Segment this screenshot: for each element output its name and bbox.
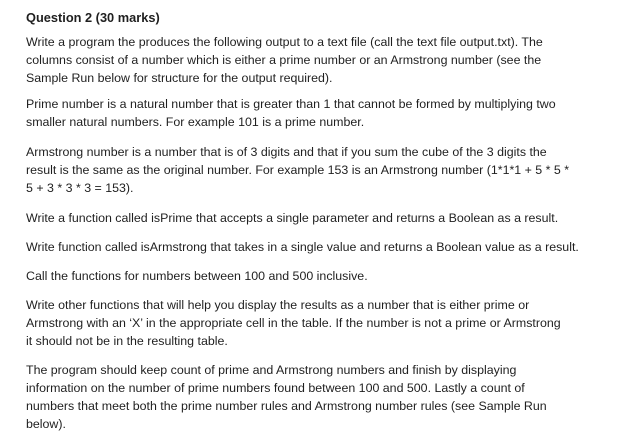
text-line: numbers that meet both the prime number rules and Armstrong number rules (see Sample Run xyxy=(26,399,547,413)
paragraph-isarmstrong-function xyxy=(26,238,616,256)
text-line: Sample Run below for structure for the output required). xyxy=(26,71,333,85)
text-line: 5 + 3 * 3 * 3 = 153). xyxy=(26,181,134,195)
text-line: Write function called isArmstrong that takes in a single value and returns a Boolean value as a result. xyxy=(26,240,579,254)
paragraph-display-functions xyxy=(26,296,616,350)
text-line: Call the functions for numbers between 100 and 500 inclusive. xyxy=(26,269,368,283)
text-line: Armstrong with an ‘X’ in the appropriate cell in the table. If the number is not a prime or Armstrong xyxy=(26,316,561,330)
text-line: Write a function called isPrime that accepts a single parameter and returns a Boolean as a result. xyxy=(26,211,559,225)
text-line: Write other functions that will help you display the results as a number that is either prime or xyxy=(26,298,530,312)
text-line: information on the number of prime numbers found between 100 and 500. Lastly a count of xyxy=(26,381,525,395)
document-page xyxy=(26,0,616,431)
paragraph-isprime-function xyxy=(26,209,616,227)
paragraph-task-overview xyxy=(26,33,616,87)
text-line: smaller natural numbers. For example 101 is a prime number. xyxy=(26,115,365,129)
paragraph-prime-definition xyxy=(26,95,616,131)
text-line: result is the same as the original number. For example 153 is an Armstrong number (1*1*1 + 5 * 5 * xyxy=(26,163,570,177)
paragraph-counting xyxy=(26,361,616,433)
text-line: Prime number is a natural number that is greater than 1 that cannot be formed by multiplying two xyxy=(26,97,556,111)
text-line: below). xyxy=(26,417,66,431)
text-line: Write a program the produces the following output to a text file (call the text file output.txt). The xyxy=(26,35,543,49)
text-line: The program should keep count of prime and Armstrong numbers and finish by displaying xyxy=(26,363,517,377)
question-heading: Question 2 (30 marks) xyxy=(26,10,160,25)
text-line: columns consist of a number which is either a prime number or an Armstrong number (see the xyxy=(26,53,542,67)
paragraph-armstrong-definition xyxy=(26,143,616,197)
text-line: Armstrong number is a number that is of 3 digits and that if you sum the cube of the 3 digits the xyxy=(26,145,547,159)
paragraph-call-range xyxy=(26,267,616,285)
text-line: it should not be in the resulting table. xyxy=(26,334,228,348)
